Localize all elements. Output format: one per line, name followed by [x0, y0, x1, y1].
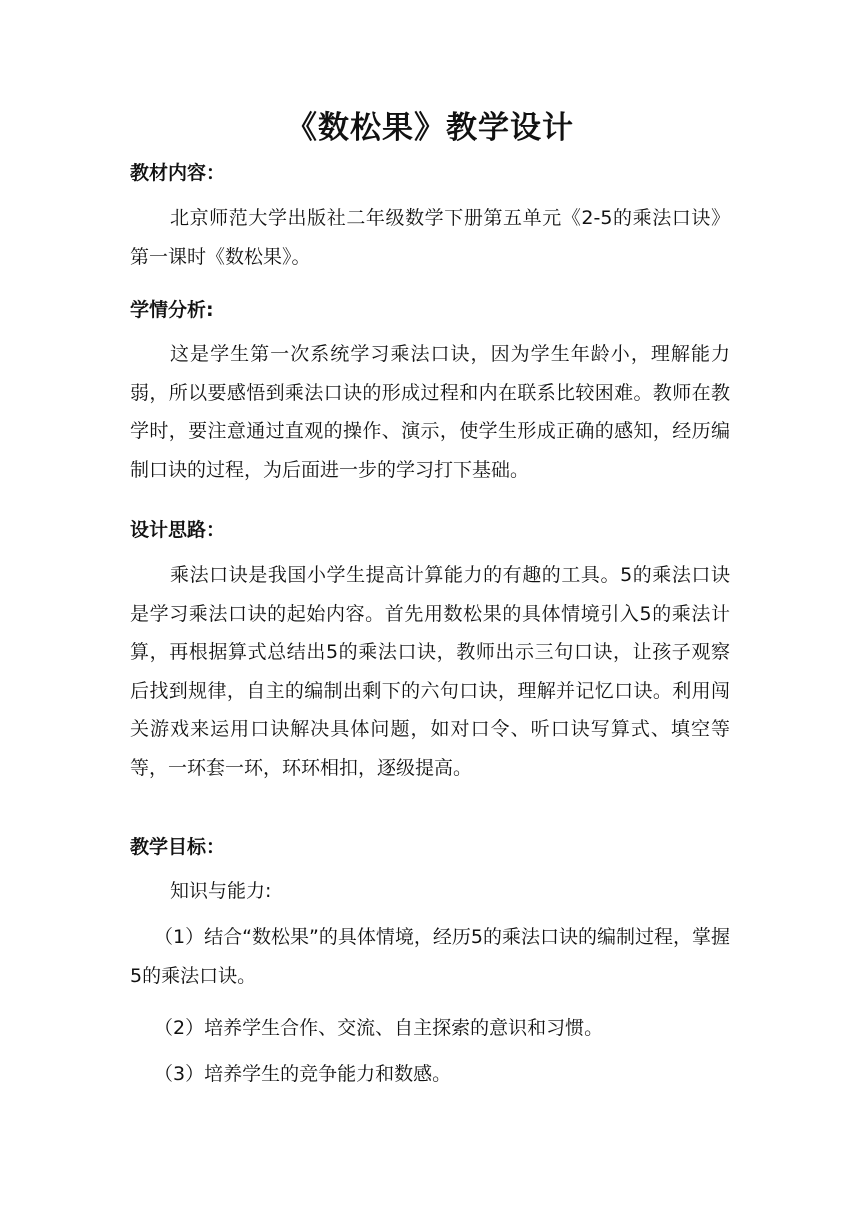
document-title: 《数松果》教学设计 [286, 110, 574, 146]
paragraph-design: 乘法口诀是我国小学生提高计算能力的有趣的工具。5的乘法口诀是学习乘法口诀的起始内容。首先用数松果的具体情境引入5的乘法计算，再根据算式总结出5的乘法口诀，教师出示三句口诀，让孩子观察后找到规律，自主的编制出剩下的六句口诀，理解并记忆口诀。利用闯关游戏来运用口诀解决具体问题，如对口令、听口诀写算式、填空等等，一环套一环，环环相扣，逐级提高。 [130, 564, 730, 779]
goal-item-2: （2）培养学生合作、交流、自主探索的意识和习惯。 [154, 1017, 604, 1039]
paragraph-analysis: 这是学生第一次系统学习乘法口诀，因为学生年龄小，理解能力弱，所以要感悟到乘法口诀的形成过程和内在联系比较困难。教师在教学时，要注意通过直观的操作、演示，使学生形成正确的感知，经历编制口诀的过程，为后面进一步的学习打下基础。 [130, 343, 730, 481]
section-heading-design: 设计思路： [130, 519, 226, 541]
section-heading-goals: 教学目标： [130, 836, 226, 858]
section-heading-analysis: 学情分析: [130, 299, 214, 321]
section-heading-content: 教材内容： [130, 162, 226, 184]
paragraph-content: 北京师范大学出版社二年级数学下册第五单元《2-5的乘法口诀》第一课时《数松果》。 [130, 207, 730, 268]
goals-subheading: 知识与能力: [170, 880, 272, 902]
goal-item-1: （1）结合“数松果”的具体情境，经历5的乘法口诀的编制过程，掌握5的乘法口诀。 [130, 926, 730, 987]
goal-item-3: （3）培养学生的竞争能力和数感。 [154, 1063, 452, 1085]
